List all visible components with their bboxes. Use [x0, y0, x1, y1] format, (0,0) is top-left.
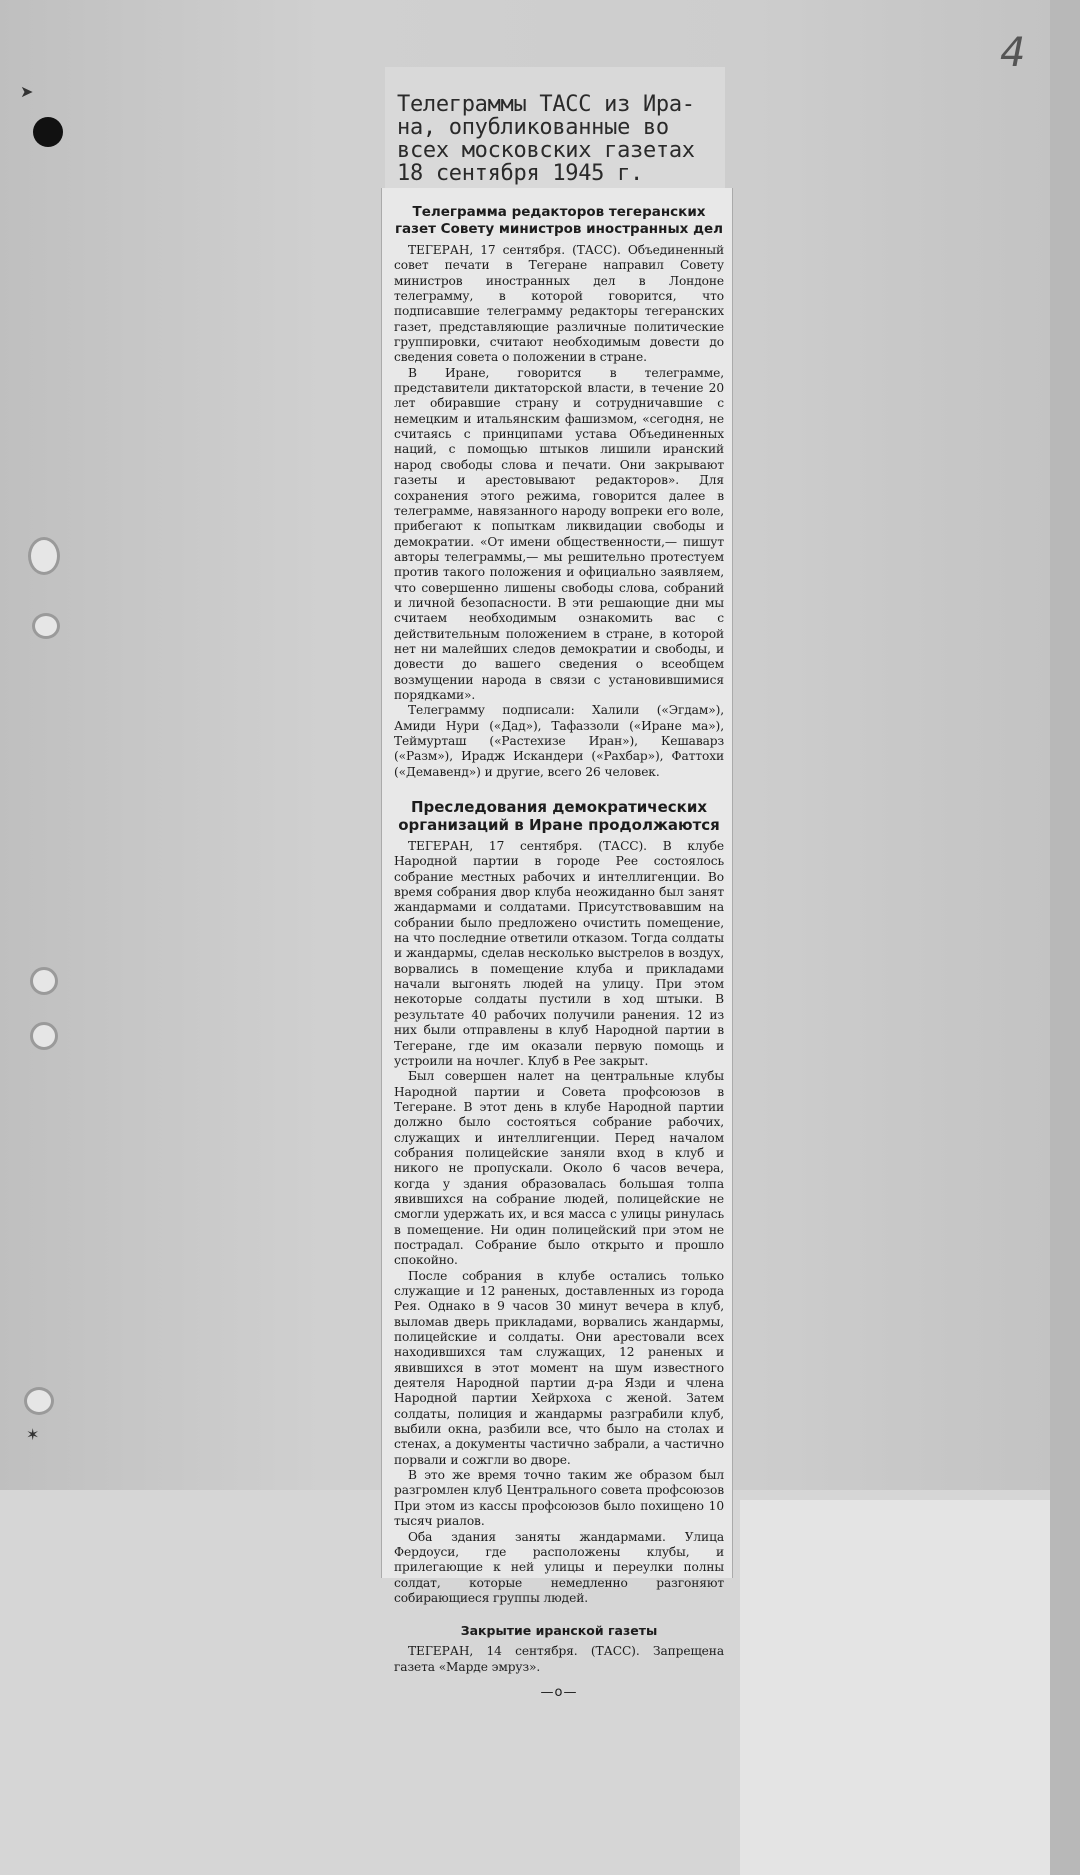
- sheet-right-edge: [1050, 0, 1080, 1875]
- article-2-title: Преследования демократических организаций в Иране продолжаются: [398, 798, 720, 835]
- article-2-paragraph: Был совершен налет на центральные клубы Народной партии и Совета профсоюзов в Тегеране. В этот день в клубе Народной партии должно было состояться собрание рабочих, служащих и интеллигенции. Перед началом собрания полицейские заняли вход в клуб и никого не пропускали. Около 6 часов вечера, когда у здания образовалась большая толпа явившихся на собрание людей, полицейские не смогли удержать их, и вся масса с улицы ринулась в помещение. Ни один полицейский при этом не пострадал. Собрание было открыто и прошло спокойно.: [394, 1069, 724, 1268]
- article-2-paragraph: В это же время точно таким же образом был разгромлен клуб Центрального совета профсоюзов При этом из кассы профсоюзов было похищено 10 тысяч риалов.: [394, 1468, 724, 1529]
- binder-hole-4: [30, 1022, 58, 1050]
- article-1-paragraph: Телеграмму подписали: Халили («Эгдам»), Амиди Нури («Дад»), Тафаззоли («Иране ма»), Теймурташ («Растехизе Иран»), Кешаварз («Разм»), Ирадж Искандери («Рахбар»), Фаттохи («Демавенд») и другие, всего 26 человек.: [394, 703, 724, 779]
- end-divider: —o—: [540, 1684, 578, 1700]
- article-2: [394, 798, 724, 1606]
- article-3: [394, 1622, 724, 1675]
- star-mark-icon: ✶: [26, 1425, 40, 1444]
- article-3-paragraph: ТЕГЕРАН, 14 сентября. (ТАСС). Запрещена газета «Марде эмруз».: [394, 1644, 724, 1674]
- newspaper-clipping: [382, 188, 732, 1700]
- arrow-mark-icon: ➤: [20, 82, 34, 101]
- binder-hole-5: [24, 1387, 54, 1415]
- article-2-paragraph: Оба здания заняты жандармами. Улица Фердоуси, где расположены клубы, и прилегающие к ней улицы и переулки полны солдат, которые немедленно разгоняют собирающиеся группы людей.: [394, 1529, 724, 1605]
- binder-hole-1: [28, 537, 60, 575]
- article-1-title: Телеграмма редакторов тегеранских газет Совету министров иностранных дел: [394, 204, 724, 237]
- article-1-paragraph: ТЕГЕРАН, 17 сентября. (ТАСС). Объединенный совет печати в Тегеране направил Совету министров иностранных дел в Лондоне телеграмму, в которой говорится, что подписавшие телеграмму редакторы тегеранских газет, представляющие различные политические группировки, считают необходимым довести до сведения совета о положении в стране.: [394, 243, 724, 365]
- article-3-title: Закрытие иранской газеты: [460, 1623, 658, 1639]
- clipping-header-text: Телеграммы ТАСС из Ира- на, опубликованные во всех московских газетах 18 сентября 1945 г.: [397, 92, 695, 186]
- punch-hole-dark: [33, 117, 63, 147]
- paper-underlay: [740, 1500, 1050, 1875]
- binder-hole-2: [32, 613, 60, 639]
- article-1-paragraph: В Иране, говорится в телеграмме, представители диктаторской власти, в течение 20 лет обиравшие страну и сотрудничавшие с немецким и итальянским фашизмом, «сегодня, не считаясь с принципами устава Объединенных наций, с помощью штыков лишили иранский народ свободы слова и печати. Они закрывают газеты и арестовывают редакторов». Для сохранения этого режима, говорится далее в телеграмме, навязанного народу вопреки его воле, прибегают к попыткам ликвидации свободы и демократии. «От имени общественности,— пишут авторы телеграммы,— мы решительно протестуем против такого положения и официально заявляем, что совершенно лишены свободы слова, собраний и личной безопасности. В эти решающие дни мы считаем необходимым ознакомить вас с действительным положением в стране, в которой нет ни малейших следов демократии и свободы, и довести до вашего сведения о всеобщем возмущении народа в связи с установившимися порядками».: [394, 365, 724, 702]
- article-1: [394, 204, 724, 780]
- binder-hole-3: [30, 967, 58, 995]
- article-2-paragraph: После собрания в клубе остались только служащие и 12 раненых, доставленных из города Рея. Однако в 9 часов 30 минут вечера в клуб, выломав дверь прикладами, ворвались жандармы, полицейские и солдаты. Они арестовали всех находившихся там служащих, 12 раненых и явившихся в этот момент на шум известного деятеля Народной партии д-ра Язди и члена Народной партии Хейрхоха с женой. Затем солдаты, полиция и жандармы разграбили клуб, выбили окна, разбили все, что было на столах и стенах, а документы частично забрали, а частично порвали и сожгли во дворе.: [394, 1268, 724, 1467]
- page-number: 4: [1000, 30, 1026, 76]
- clipping-header: [385, 67, 725, 189]
- article-2-paragraph: ТЕГЕРАН, 17 сентября. (ТАСС). В клубе Народной партии в городе Рее состоялось собрание местных рабочих и интеллигенции. Во время собрания двор клуба неожиданно был занят жандармами и солдатами. Присутствовавшим на собрании было предложено очистить помещение, на что последние ответили отказом. Тогда солдаты и жандармы, сделав несколько выстрелов в воздух, ворвались в помещение клуба и прикладами начали выгонять людей на улицу. При этом некоторые солдаты пустили в ход штыки. В результате 40 рабочих получили ранения. 12 из них были отправлены в клуб Народной партии в Тегеране, где им оказали первую помощь и устроили на ночлег. Клуб в Рее закрыт.: [394, 839, 724, 1068]
